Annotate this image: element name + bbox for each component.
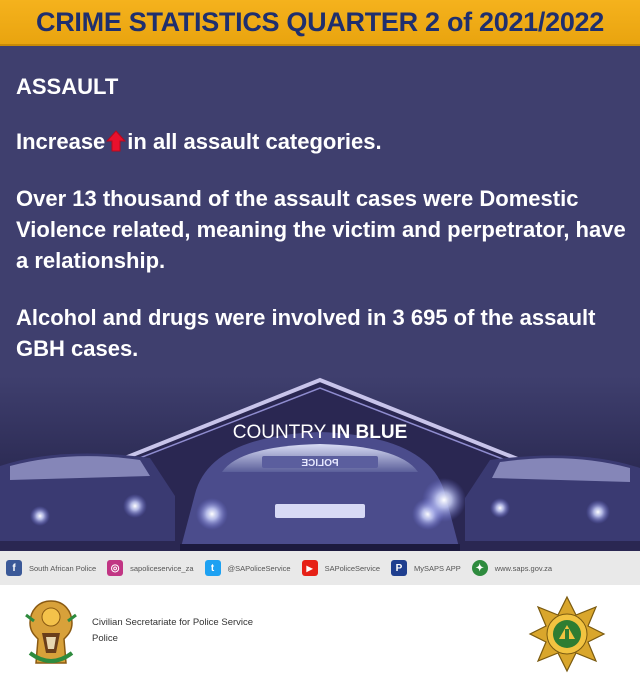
increase-suffix: in all assault categories. <box>127 129 382 154</box>
org-line-1: Civilian Secretariate for Police Service <box>92 617 254 628</box>
up-arrow-icon <box>106 130 126 152</box>
social-label: sapoliceservice_za <box>130 563 194 573</box>
social-label: SAPoliceService <box>324 563 381 573</box>
social-label: www.saps.gov.za <box>494 563 553 573</box>
domestic-violence-paragraph: Over 13 thousand of the assault cases were Domestic Violence related, meaning the victim and perpetrator, have a relationship. <box>16 186 626 273</box>
increase-prefix: Increase <box>16 129 106 154</box>
mysaps-app-icon: P <box>391 560 407 576</box>
footer <box>0 585 640 680</box>
social-label: South African Police <box>29 563 97 573</box>
car-police-text: POLICE <box>301 458 339 469</box>
twitter-icon: t <box>205 560 221 576</box>
social-facebook[interactable] <box>6 560 96 576</box>
increase-statement <box>16 126 632 157</box>
social-youtube[interactable] <box>302 560 380 576</box>
police-cars-image <box>0 376 640 551</box>
content-text <box>16 74 632 364</box>
instagram-icon: ◎ <box>107 560 123 576</box>
social-instagram[interactable] <box>107 560 193 576</box>
social-label: @SAPoliceService <box>227 563 291 573</box>
social-twitter[interactable] <box>205 560 291 576</box>
social-label: MySAPS APP <box>414 563 461 573</box>
page-title: CRIME STATISTICS QUARTER 2 of 2021/2022 <box>36 6 604 37</box>
organisation-name <box>92 615 253 647</box>
coat-of-arms-icon <box>20 597 82 671</box>
social-mysaps-app[interactable] <box>391 560 461 576</box>
slogan <box>233 422 408 443</box>
org-line-2: Police <box>92 633 118 644</box>
slogan-in-blue: IN BLUE <box>331 422 408 443</box>
alcohol-drugs-paragraph: Alcohol and drugs were involved in 3 695 of the assault GBH cases. <box>16 305 596 361</box>
header-banner <box>0 0 640 46</box>
social-website[interactable] <box>472 560 552 576</box>
facebook-icon: f <box>6 560 22 576</box>
main-panel <box>0 46 640 551</box>
social-media-bar <box>0 551 640 585</box>
slogan-country: COUNTRY <box>232 422 326 443</box>
section-heading: ASSAULT <box>16 74 119 99</box>
saps-star-emblem-icon <box>528 595 606 673</box>
website-icon: ✦ <box>472 560 488 576</box>
youtube-icon: ▶ <box>302 560 318 576</box>
